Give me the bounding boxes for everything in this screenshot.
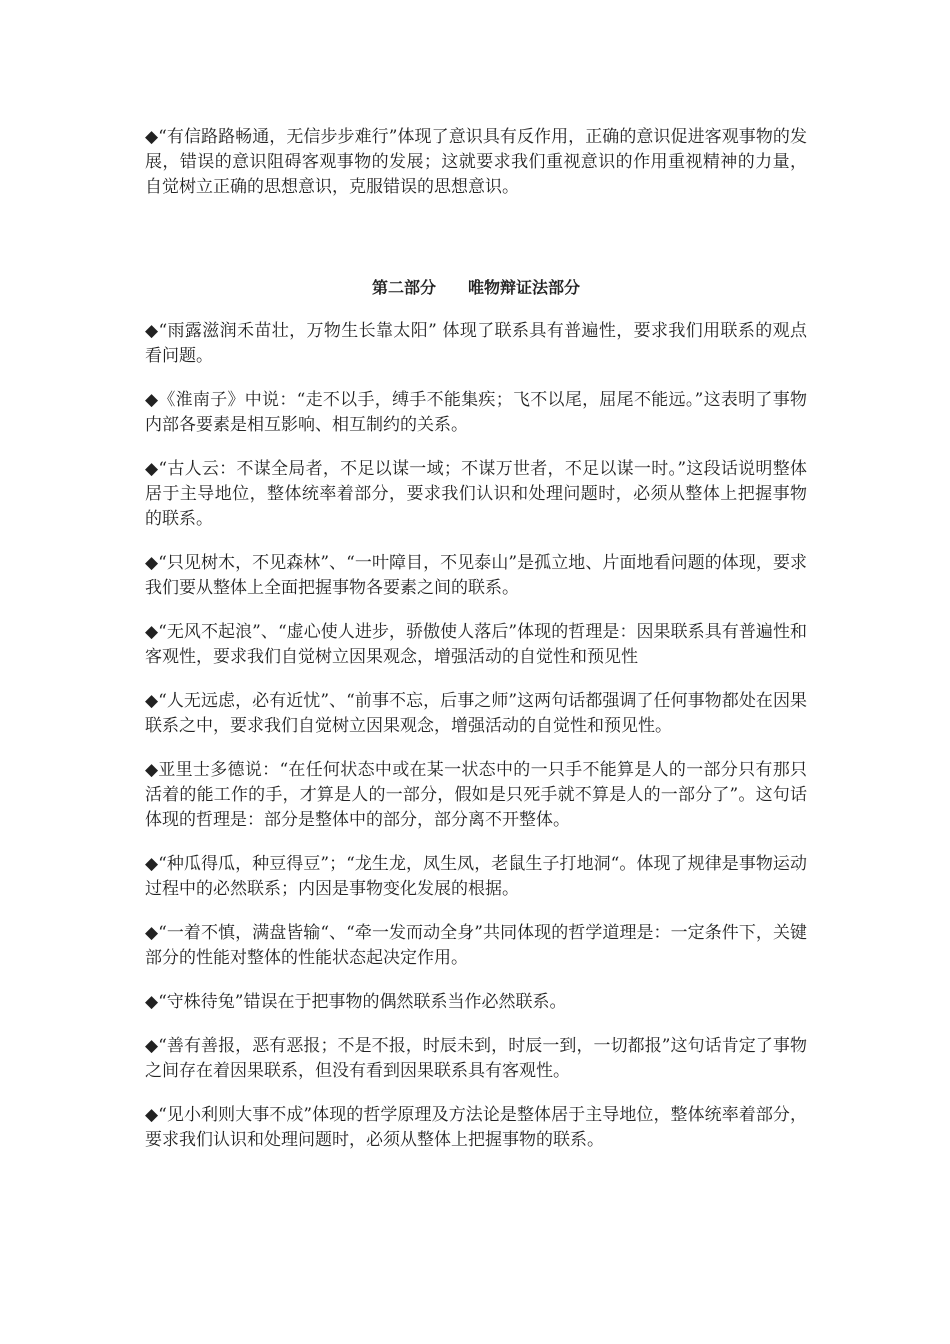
paragraph-11: ◆“善有善报，恶有恶报；不是不报，时辰未到，时辰一到，一切都报”这句话肯定了事物之间存在着因果联系，但没有看到因果联系具有客观性。 <box>145 1036 807 1081</box>
paragraph-6: ◆“人无远虑，必有近忧”、“前事不忘，后事之师”这两句话都强调了任何事物都处在因果联系之中，要求我们自觉树立因果观念，增强活动的自觉性和预见性。 <box>145 691 807 736</box>
paragraph-12: ◆“见小利则大事不成”体现的哲学原理及方法论是整体居于主导地位，整体统率着部分，要求我们认识和处理问题时，必须从整体上把握事物的联系。 <box>145 1105 807 1150</box>
paragraph-2: ◆《淮南子》中说：“走不以手，缚手不能集疾；飞不以尾，屈尾不能远。”这表明了事物内部各要素是相互影响、相互制约的关系。 <box>145 390 807 435</box>
intro-paragraph: ◆“有信路路畅通，无信步步难行”体现了意识具有反作用，正确的意识促进客观事物的发展，错误的意识阻碍客观事物的发展；这就要求我们重视意识的作用重视精神的力量，自觉树立正确的思想意识，克服错误的思想意识。 <box>145 127 807 197</box>
paragraph-3: ◆“古人云：不谋全局者，不足以谋一域；不谋万世者，不足以谋一时。”这段话说明整体居于主导地位，整体统率着部分，要求我们认识和处理问题时，必须从整体上把握事物的联系。 <box>145 459 807 529</box>
document-page <box>145 125 807 1172</box>
paragraph-5: ◆“无风不起浪”、“虚心使人进步，骄傲使人落后”体现的哲理是：因果联系具有普遍性和客观性，要求我们自觉树立因果观念，增强活动的自觉性和预见性 <box>145 622 807 667</box>
paragraph-10: ◆“守株待兔”错误在于把事物的偶然联系当作必然联系。 <box>145 992 567 1012</box>
paragraph-1: ◆“雨露滋润禾苗壮，万物生长靠太阳” 体现了联系具有普遍性，要求我们用联系的观点看问题。 <box>145 321 807 366</box>
section-title: 第二部分 唯物辩证法部分 <box>371 278 580 297</box>
paragraph-8: ◆“种瓜得瓜，种豆得豆”；“龙生龙，凤生凤，老鼠生子打地洞“。体现了规律是事物运动过程中的必然联系；内因是事物变化发展的根据。 <box>145 854 807 899</box>
paragraph-7: ◆亚里士多德说：“在任何状态中或在某一状态中的一只手不能算是人的一部分只有那只活着的能工作的手，才算是人的一部分，假如是只死手就不算是人的一部分了”。这句话体现的哲理是：部分是整体中的部分，部分离不开整体。 <box>145 760 807 830</box>
paragraph-4: ◆“只见树木，不见森林”、“一叶障目，不见泰山”是孤立地、片面地看问题的体现，要求我们要从整体上全面把握事物各要素之间的联系。 <box>145 553 807 598</box>
paragraph-9: ◆“一着不慎，满盘皆输“、“牵一发而动全身”共同体现的哲学道理是：一定条件下，关键部分的性能对整体的性能状态起决定作用。 <box>145 923 807 968</box>
